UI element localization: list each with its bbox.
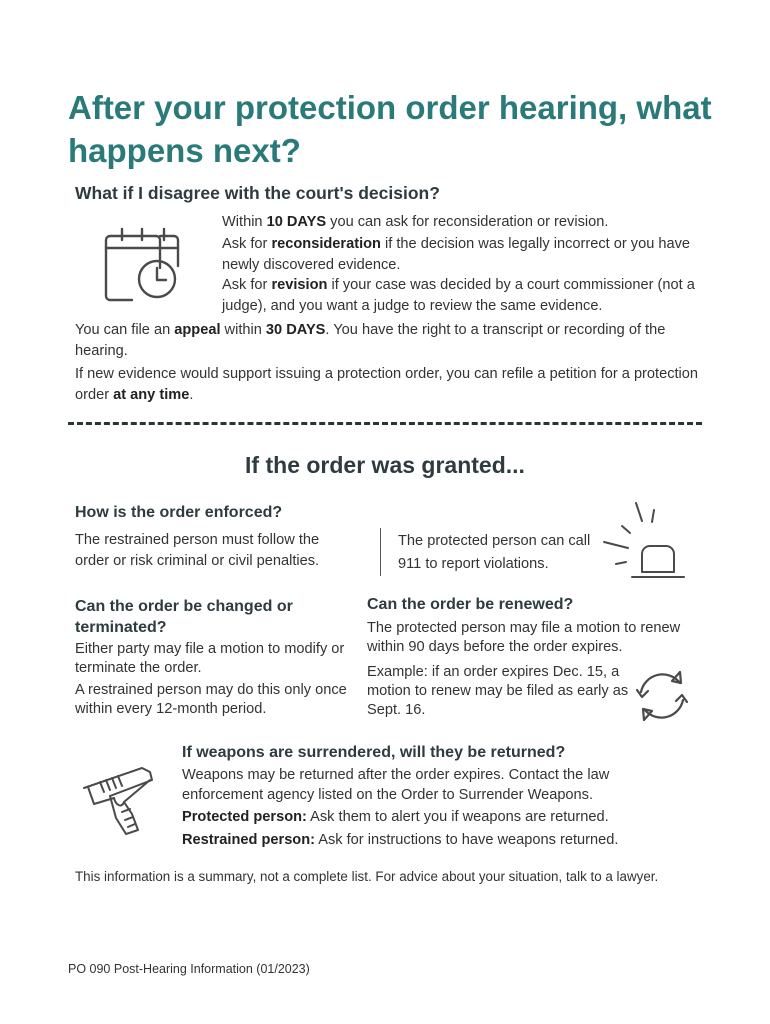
disagree-para-revision: Ask for revision if your case was decided by a court commissioner (not a judge), and you want a judge to review the same evidence. xyxy=(222,277,695,314)
weapons-para-protected: Protected person: Ask them to alert you if weapons are returned. xyxy=(182,809,609,825)
disagree-para-refile: If new evidence would support issuing a protection order, you can refile a petition for a protection order at any time. xyxy=(75,366,699,403)
weapons-para-1: Weapons may be returned after the order expires. Contact the law enforcement agency listed on the Order to Surrender Weapons. xyxy=(182,767,610,803)
enforced-left-text: The restrained person must follow the order or risk criminal or civil penalties. xyxy=(75,532,320,569)
disagree-heading: What if I disagree with the court's decision? xyxy=(75,183,440,203)
renewed-para-2: Example: if an order expires Dec. 15, a motion to renew may be filed as early as Sept. 16. xyxy=(367,664,629,718)
enforced-heading: How is the order enforced? xyxy=(75,504,283,521)
handgun-icon xyxy=(80,764,158,842)
disagree-para-appeal: You can file an appeal within 30 DAYS. You have the right to a transcript or recording of the hearing. xyxy=(75,322,666,359)
changed-para-1: Either party may file a motion to modify or terminate the order. xyxy=(75,641,345,676)
renewed-para-1: The protected person may file a motion to renew within 90 days before the order expires. xyxy=(367,620,681,655)
enforced-right-text: The protected person can call 911 to report violations. xyxy=(398,533,591,572)
weapons-para-restrained: Restrained person: Ask for instructions to have weapons returned. xyxy=(182,832,619,848)
section-divider xyxy=(68,422,702,425)
page-title: After your protection order hearing, what happens next? xyxy=(68,89,712,169)
enforced-divider xyxy=(380,528,381,576)
renewed-heading: Can the order be renewed? xyxy=(367,596,574,613)
renew-arrows-icon xyxy=(632,666,692,726)
weapons-heading: If weapons are surrendered, will they be returned? xyxy=(182,744,566,761)
changed-para-2: A restrained person may do this only once within every 12-month period. xyxy=(75,682,347,717)
disagree-para-reconsideration: Ask for reconsideration if the decision was legally incorrect or you have newly discovered evidence. xyxy=(222,236,691,273)
summary-note: This information is a summary, not a complete list. For advice about your situation, talk to a lawyer. xyxy=(75,869,659,884)
granted-heading: If the order was granted... xyxy=(245,452,525,478)
calendar-clock-icon xyxy=(102,226,182,304)
form-footer: PO 090 Post-Hearing Information (01/2023) xyxy=(68,962,310,976)
siren-icon xyxy=(602,500,692,584)
disagree-para-10days: Within 10 DAYS you can ask for reconsideration or revision. xyxy=(222,214,609,230)
changed-heading: Can the order be changed or terminated? xyxy=(75,598,293,636)
